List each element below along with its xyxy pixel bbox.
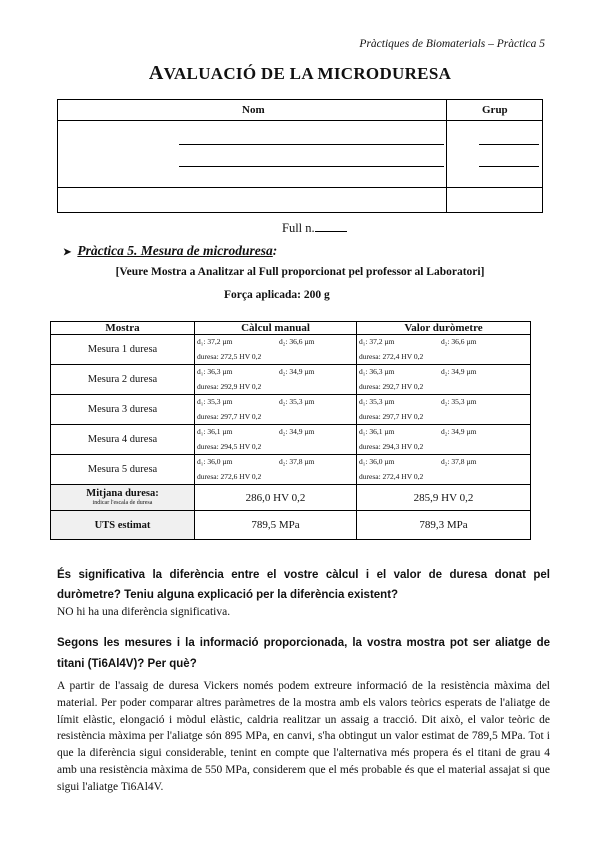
row-label: Mesura 4 duresa — [51, 425, 195, 455]
uts-label: UTS estimat — [51, 511, 195, 540]
d2-value: d₂: 35,3 µm — [279, 397, 315, 406]
d1-value: d₁: 37,2 µm — [359, 337, 395, 346]
practice-title: Pràctica 5. Mesura de microduresa — [77, 243, 273, 258]
instructions: [Veure Mostra a Analitzar al Full proporcionat pel professor al Laboratori] — [115, 266, 485, 278]
question-2: Segons les mesures i la informació proporcionada, la vostra mostra pot ser aliatge de titani (Ti6Al4V)? Per què? — [57, 637, 550, 670]
hardness-value: duresa: 292,9 HV 0,2 — [197, 382, 262, 391]
practice-heading — [63, 243, 277, 259]
d1-value: d₁: 35,3 µm — [359, 397, 395, 406]
hardness-value: duresa: 272,5 HV 0,2 — [197, 352, 262, 361]
average-note: indicar l'escala de duresa — [92, 500, 153, 506]
manual-cell — [195, 395, 357, 425]
manual-cell — [195, 455, 357, 485]
hardness-value: duresa: 297,7 HV 0,2 — [197, 412, 262, 421]
meter-cell — [357, 455, 531, 485]
sheet-number-label: Full n. — [282, 221, 315, 235]
results-table — [50, 321, 531, 540]
average-title: Mitjana duresa: — [86, 488, 159, 499]
uts-manual: 789,5 MPa — [195, 511, 357, 540]
d1-value: d₁: 36,3 µm — [359, 367, 395, 376]
hardness-value: duresa: 294,5 HV 0,2 — [197, 442, 262, 451]
row-label: Mesura 5 duresa — [51, 455, 195, 485]
d2-value: d₂: 36,6 µm — [279, 337, 315, 346]
hardness-value: duresa: 272,4 HV 0,2 — [359, 352, 424, 361]
hardness-value: duresa: 294,3 HV 0,2 — [359, 442, 424, 451]
answer-1: NO hi ha una diferència significativa. — [57, 606, 231, 618]
practice-colon: : — [272, 243, 278, 258]
d1-value: d₁: 37,2 µm — [197, 337, 233, 346]
d1-value: d₁: 36,3 µm — [197, 367, 233, 376]
manual-cell — [195, 335, 357, 365]
sheet-number — [282, 221, 347, 236]
d2-value: d₂: 37,8 µm — [441, 457, 477, 466]
d1-value: d₁: 36,1 µm — [359, 427, 395, 436]
meter-cell — [357, 425, 531, 455]
title-initial: A — [148, 62, 164, 84]
d1-value: d₁: 36,0 µm — [359, 457, 395, 466]
question-1: És significativa la diferència entre el vostre càlcul i el valor de duresa donat pel duròmetre? Teniu alguna explicació per la diferència existent? — [57, 569, 550, 601]
hardness-value: duresa: 272,4 HV 0,2 — [359, 472, 424, 481]
d2-value: d₂: 34,9 µm — [279, 367, 315, 376]
title-rest: VALUACIÓ DE LA MICRODURESA — [163, 64, 452, 83]
d1-value: d₁: 36,1 µm — [197, 427, 233, 436]
average-row — [51, 485, 531, 511]
sample-header: Mostra — [51, 322, 195, 335]
d2-value: d₂: 36,6 µm — [441, 337, 477, 346]
running-header: Pràctiques de Biomaterials – Pràctica 5 — [359, 38, 545, 50]
page-title — [0, 62, 600, 85]
table-row — [51, 455, 531, 485]
d2-value: d₂: 34,9 µm — [441, 427, 477, 436]
name-group-table — [57, 99, 543, 213]
d1-value: d₁: 35,3 µm — [197, 397, 233, 406]
d2-value: d₂: 35,3 µm — [441, 397, 477, 406]
name-field-1[interactable] — [179, 144, 444, 145]
group-field-1[interactable] — [479, 144, 539, 145]
answer-2: A partir de l'assaig de duresa Vickers només podem extreure informació de la resistència màxima del material. Per poder comparar altres paràmetres de la mostra amb els valors teòrics esperats de l'aliatge de límit elàstic, elongació i mòdul elàstic, caldria realitzar un assaig a tracció. Dit això, el valor teòric de resistència màxima per l'aliatge són 895 MPa, en canvi, s'ha obtingut un valor estimat de 789,5 MPa. Tot i que la diferència sigui considerable, tenint en compte que l'alternativa més propera és el titani de grau 4 amb una resistència màxima de 550 MPa, considerem que el més probable és que el material assajat si que sigui l'aliatge Ti6Al4V. — [57, 680, 550, 793]
d2-value: d₂: 34,9 µm — [279, 427, 315, 436]
meter-cell — [357, 365, 531, 395]
uts-meter: 789,3 MPa — [357, 511, 531, 540]
name-column-header: Nom — [242, 104, 265, 116]
uts-row — [51, 511, 531, 540]
average-manual: 286,0 HV 0,2 — [195, 485, 357, 511]
average-meter: 285,9 HV 0,2 — [357, 485, 531, 511]
table-row — [51, 335, 531, 365]
group-column-header: Grup — [482, 104, 508, 116]
table-row — [51, 395, 531, 425]
manual-cell — [195, 365, 357, 395]
hardness-value: duresa: 292,7 HV 0,2 — [359, 382, 424, 391]
table-row — [51, 425, 531, 455]
name-field-2[interactable] — [179, 166, 444, 167]
arrow-bullet-icon: ➤ — [63, 247, 72, 258]
manual-header: Càlcul manual — [195, 322, 357, 335]
d2-value: d₂: 37,8 µm — [279, 457, 315, 466]
applied-force: Força aplicada: 200 g — [224, 289, 330, 301]
meter-header: Valor duròmetre — [357, 322, 531, 335]
hardness-value: duresa: 297,7 HV 0,2 — [359, 412, 424, 421]
manual-cell — [195, 425, 357, 455]
row-label: Mesura 3 duresa — [51, 395, 195, 425]
meter-cell — [357, 335, 531, 365]
d1-value: d₁: 36,0 µm — [197, 457, 233, 466]
row-label: Mesura 2 duresa — [51, 365, 195, 395]
meter-cell — [357, 395, 531, 425]
group-field-2[interactable] — [479, 166, 539, 167]
sheet-number-field[interactable] — [315, 221, 347, 232]
table-header-row — [51, 322, 531, 335]
table-row — [51, 365, 531, 395]
hardness-value: duresa: 272,6 HV 0,2 — [197, 472, 262, 481]
average-label — [51, 485, 195, 511]
d2-value: d₂: 34,9 µm — [441, 367, 477, 376]
row-label: Mesura 1 duresa — [51, 335, 195, 365]
